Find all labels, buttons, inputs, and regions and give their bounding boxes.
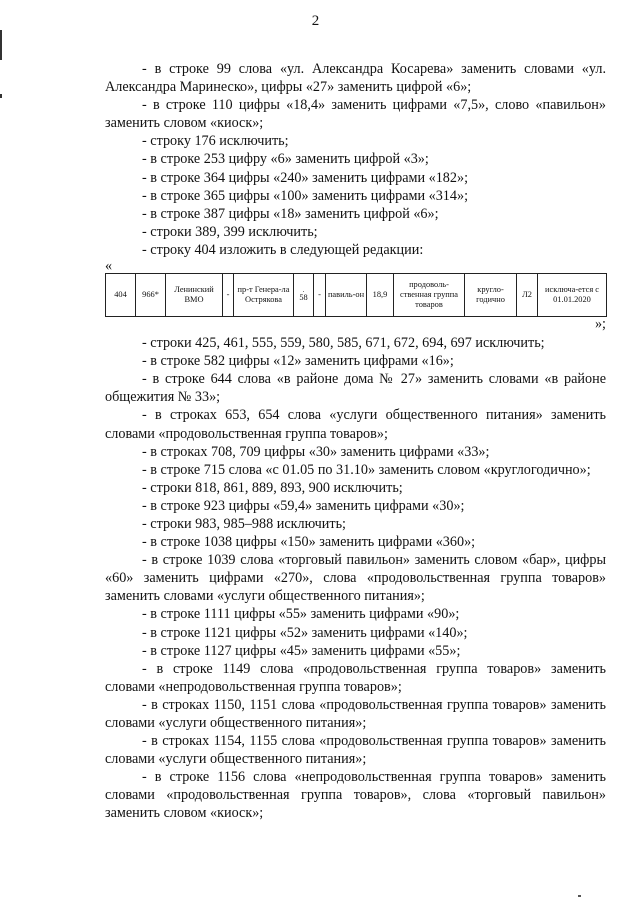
paragraph: - в строке 1111 цифры «55» заменить цифрами «90»; (142, 606, 460, 623)
paragraph: - в строке 715 слова «с 01.05 по 31.10» заменить словом «круглогодично»; (142, 461, 591, 478)
table-cell: продоволь-ственная группа товаров (394, 274, 465, 317)
table-cell: 18,9 (367, 274, 394, 317)
paragraph: - в строках 1150, 1151 слова «продовольственная группа товаров» заменить словами «услуги общественного питания»; (105, 696, 606, 731)
paragraph: - в строке 1038 цифры «150» заменить цифрами «360»; (142, 534, 476, 551)
margin-mark (0, 30, 2, 60)
scan-speck (578, 895, 581, 897)
paragraph: - в строке 365 цифры «100» заменить цифрами «314»; (142, 187, 469, 204)
table-cell: Л2 (517, 274, 538, 317)
paragraph: - в строке 1127 цифры «45» заменить цифрами «55»; (142, 642, 461, 659)
paragraph: - в строке 582 цифры «12» заменить цифрами «16»; (142, 353, 454, 370)
table-cell: кругло-годично (465, 274, 517, 317)
table-cell-with-mark (294, 274, 314, 317)
table-row (106, 274, 607, 317)
replacement-table-block (105, 260, 606, 332)
paragraph: - в строке 387 цифры «18» заменить цифрой «6»; (142, 205, 439, 222)
paragraph: - в строке 253 цифру «6» заменить цифрой «3»; (142, 151, 429, 168)
paragraph: - в строке 99 слова «ул. Александра Косарева» заменить словами «ул. Александра Маринеско», цифры «27» заменить цифрой «6»; (105, 61, 606, 96)
paragraph: - в строках 1154, 1155 слова «продовольственная группа товаров» заменить словами «услуги общественного питания»; (105, 733, 606, 768)
paragraph: - строку 404 изложить в следующей редакции: (142, 241, 424, 258)
paragraph: - в строке 923 цифры «59,4» заменить цифрами «30»; (142, 497, 465, 514)
document-body (105, 60, 606, 823)
paragraph: - в строках 708, 709 цифры «30» заменить цифрами «33»; (142, 443, 490, 460)
paragraph: - строки 983, 985–988 исключить; (142, 515, 347, 532)
paragraph: - строки 389, 399 исключить; (142, 223, 318, 240)
page-number: 2 (311, 13, 320, 29)
paragraph: - строку 176 исключить; (142, 133, 289, 150)
paragraph: - строки 818, 861, 889, 893, 900 исключить; (142, 479, 403, 496)
table-cell: 404 (106, 274, 136, 317)
table-cell: исключа-ется с 01.01.2020 (538, 274, 607, 317)
paragraph: - в строке 1039 слова «торговый павильон» заменить словом «бар», цифры «60» заменить цифрами «270», слова «продовольственная группа товаров» заменить словами «услуги общественного питания»; (105, 552, 606, 605)
paragraph: - в строке 644 слова «в районе дома № 27» заменить словами «в районе общежития № 33»; (105, 371, 606, 406)
paragraph: - в строке 1149 слова «продовольственная группа товаров» заменить словами «непродовольственная группа товаров»; (105, 660, 606, 695)
table-cell: 966* (136, 274, 166, 317)
table-cell: пр-т Генера-ла Острякова (234, 274, 294, 317)
table-cell: - (314, 274, 326, 317)
table-cell: павиль-он (326, 274, 367, 317)
table-cell: - (223, 274, 234, 317)
small-mark: . (302, 285, 305, 294)
table-cell: Ленинский ВМО (166, 274, 223, 317)
table-cell-value: 58 (299, 292, 308, 302)
paragraph: - в строках 653, 654 слова «услуги общественного питания» заменить словами «продовольственная группа товаров»; (105, 407, 606, 442)
close-quote: »; (594, 316, 606, 333)
replacement-table (105, 273, 607, 317)
paragraph: - в строке 1156 слова «непродовольственная группа товаров» заменить словами «продовольственная группа товаров», слова «торговый павильон» заменить словом «киоск»; (105, 769, 606, 822)
paragraph: - в строке 1121 цифры «52» заменить цифрами «140»; (142, 624, 468, 641)
open-quote: « (105, 258, 113, 275)
margin-mark-small (0, 94, 2, 98)
paragraph: - строки 425, 461, 555, 559, 580, 585, 671, 672, 694, 697 исключить; (142, 335, 545, 352)
paragraph: - в строке 110 цифры «18,4» заменить цифрами «7,5», слово «павильон» заменить словом «киоск»; (105, 97, 606, 132)
paragraph: - в строке 364 цифры «240» заменить цифрами «182»; (142, 169, 469, 186)
